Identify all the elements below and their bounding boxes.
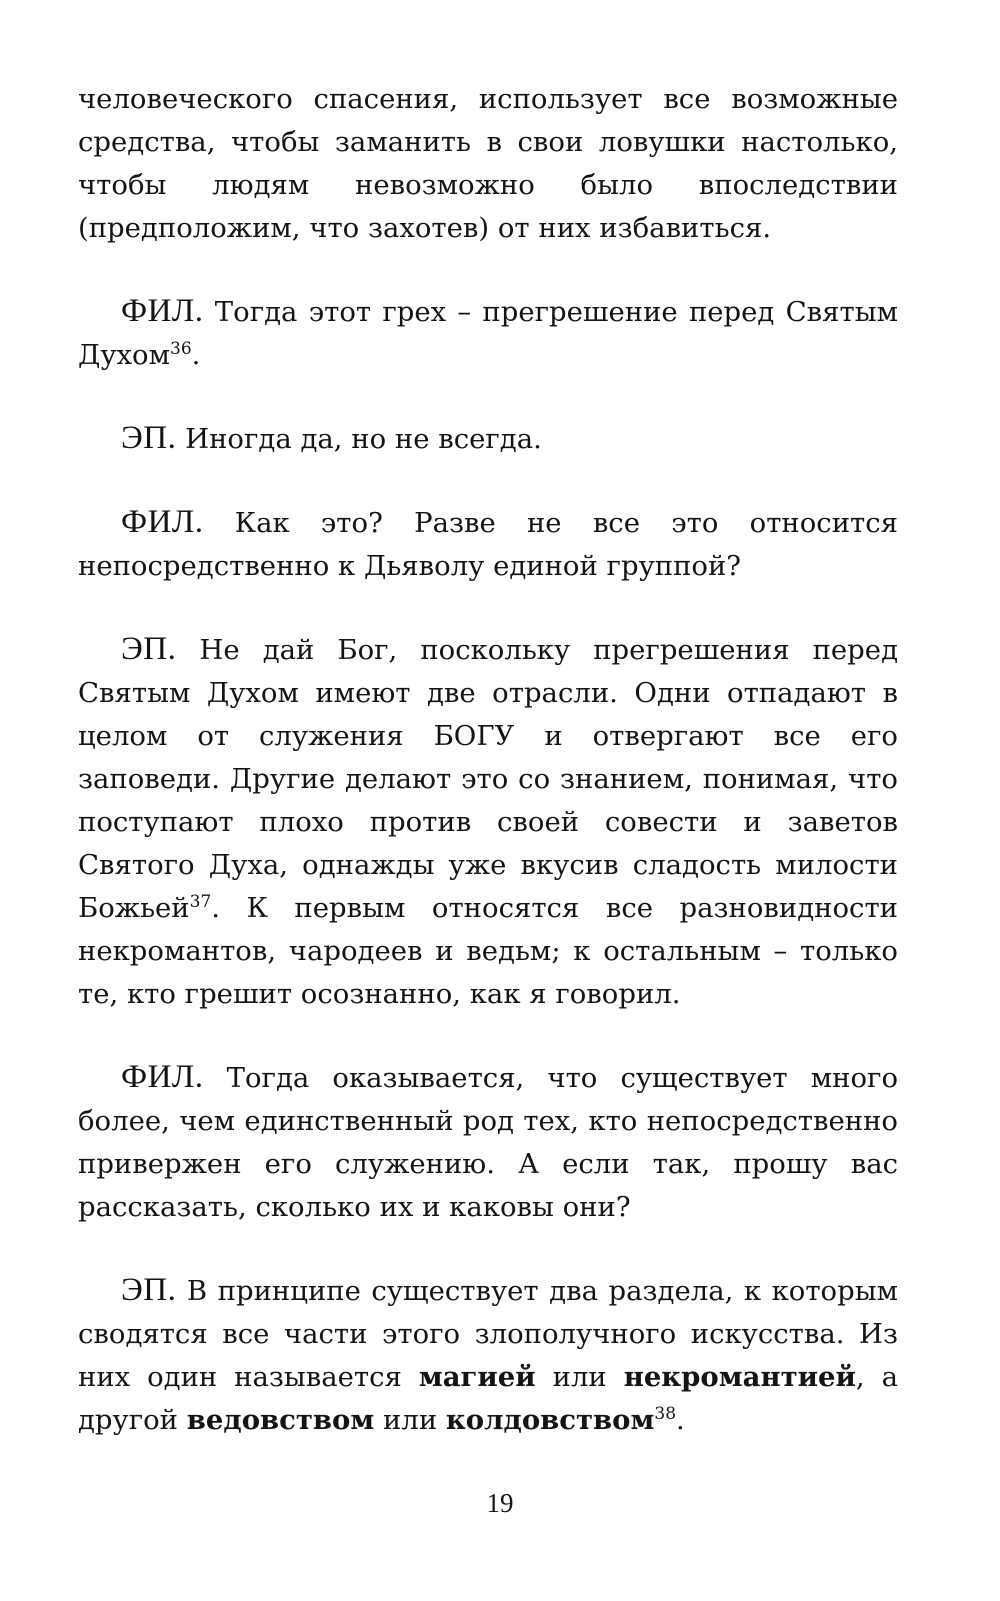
speaker-label: ЭП. [121,420,177,456]
speaker-label: ФИЛ. [121,293,204,329]
paragraph-text-end: . [191,339,201,371]
book-page [78,78,898,1482]
paragraph-fil-1 [78,290,898,377]
paragraph-text: Тогда этот грех – прегрешение перед Святым Духом [78,296,898,371]
paragraph-text: В принципе существует два раздела, к которым сводятся все части этого злополучного искусства. Из них один называется [78,1275,898,1393]
term-magic: магией [418,1361,536,1393]
paragraph-fil-3 [78,1056,898,1229]
paragraph-continuation [78,78,898,250]
paragraph-text-end: . К первым относятся все разновидности некромантов, чародеев и ведьм; к остальным – только те, кто грешит осознанно, как я говорил. [78,892,898,1010]
speaker-label: ФИЛ. [121,1059,204,1095]
speaker-label: ЭП. [121,631,177,667]
term-necromancy: некромантией [623,1361,856,1393]
paragraph-text: Как это? Разве не все это относится непосредственно к Дьяволу единой группой? [78,507,898,582]
paragraph-fil-2 [78,501,898,588]
term-witchcraft: ведовством [186,1404,375,1436]
term-sorcery: колдовством [445,1404,655,1436]
paragraph-text: Тогда оказывается, что существует много более, чем единственный род тех, кто непосредственно привержен его служению. А если так, прошу вас рассказать, сколько их и каковы они? [78,1062,898,1223]
paragraph-text-end: . [676,1404,685,1436]
paragraph-text: человеческого спасения, использует все возможные средства, чтобы заманить в свои ловушки настолько, чтобы людям невозможно было впоследствии (предположим, что захотев) от них избавиться. [78,83,898,244]
footnote-marker[interactable]: 36 [170,338,192,359]
paragraph-text: Не дай Бог, поскольку прегрешения перед Святым Духом имеют две отрасли. Одни отпадают в целом от служения БОГУ и отвергают все его заповеди. Другие делают это со знанием, понимая, что поступают плохо против своей совести и заветов Святого Духа, однажды уже вкусив сладость милости Божьей [78,634,898,924]
paragraph-text: или [535,1361,624,1393]
footnote-marker[interactable]: 38 [654,1403,677,1424]
paragraph-text: , а другой [78,1361,898,1436]
paragraph-ep-1 [78,417,898,461]
footnote-marker[interactable]: 37 [189,891,212,912]
page-number: 19 [486,1488,514,1518]
speaker-label: ФИЛ. [121,504,204,540]
paragraph-ep-3 [78,1269,898,1442]
speaker-label: ЭП. [121,1272,177,1308]
paragraph-text: или [374,1404,446,1436]
paragraph-ep-2 [78,628,898,1016]
paragraph-text: Иногда да, но не всегда. [176,423,542,455]
